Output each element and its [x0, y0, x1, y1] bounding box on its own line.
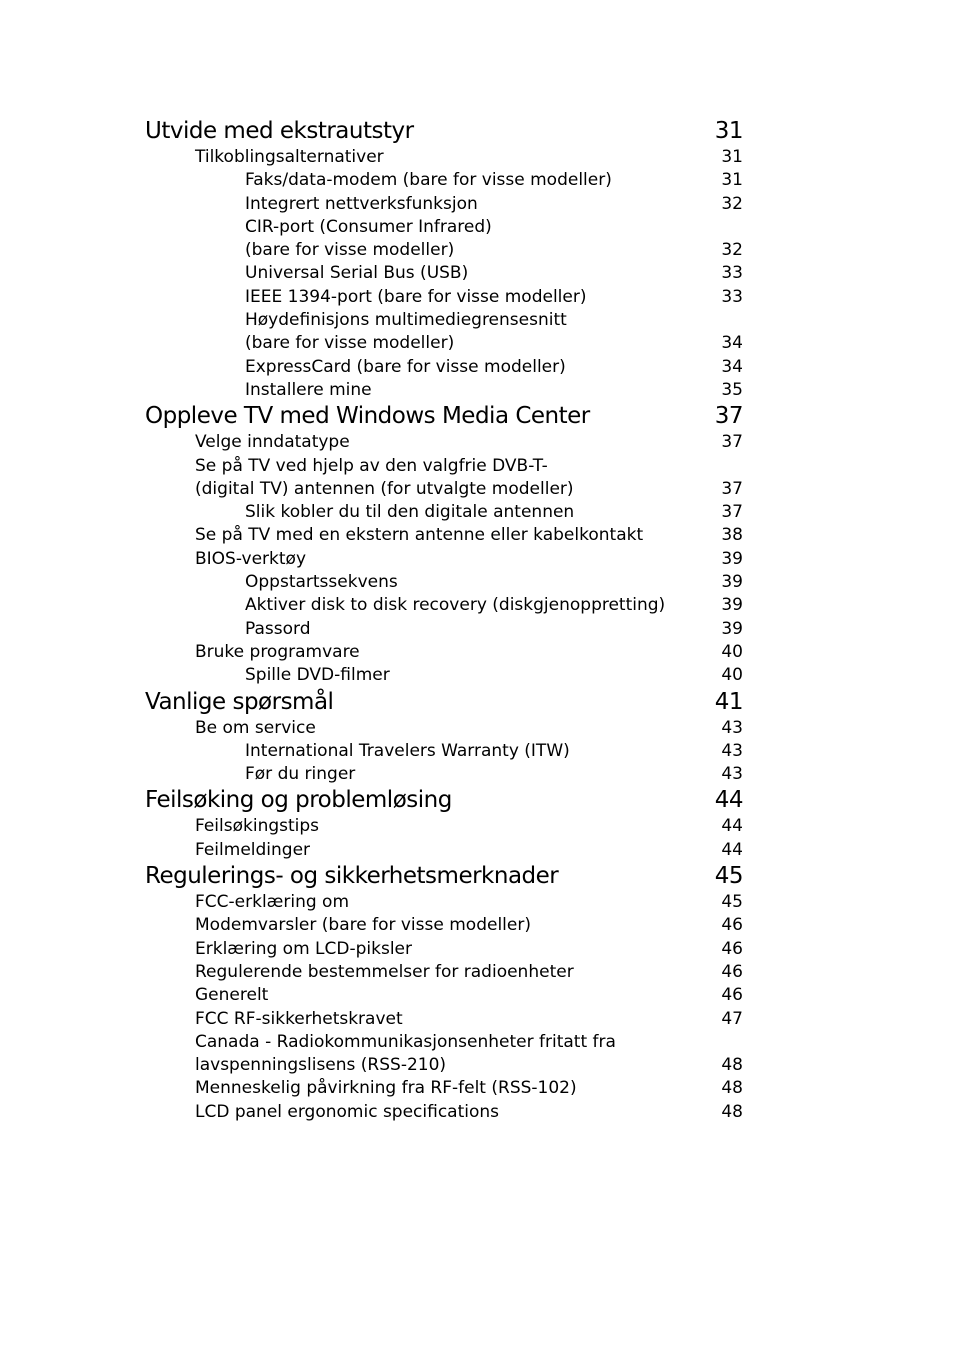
toc-section-entry[interactable]	[145, 740, 743, 763]
toc-page-number: 34	[721, 356, 743, 377]
toc-entry-title: Før du ringer	[245, 764, 356, 785]
toc-section-entry[interactable]	[145, 1077, 743, 1100]
toc-section-entry[interactable]	[145, 984, 743, 1007]
toc-entry-title: Tilkoblingsalternativer	[195, 147, 384, 167]
toc-section-entry[interactable]	[145, 1008, 743, 1031]
toc-entry-title: Integrert nettverksfunksjon	[245, 193, 478, 214]
toc-section-entry[interactable]	[145, 1054, 743, 1077]
toc-page-number: 38	[721, 525, 743, 546]
toc-chapter-entry[interactable]	[145, 862, 743, 891]
toc-entry-title: (bare for visse modeller)	[245, 240, 455, 261]
toc-section-entry[interactable]	[145, 664, 743, 687]
toc-entry-title: (digital TV) antennen (for utvalgte modeller)	[195, 478, 574, 499]
toc-chapter-entry[interactable]	[145, 117, 743, 146]
toc-page-number: 46	[721, 985, 743, 1006]
toc-page-number: 32	[721, 240, 743, 261]
toc-section-entry[interactable]	[145, 146, 743, 169]
toc-page-number: 34	[721, 333, 743, 354]
toc-entry-title: Feilsøking og problemløsing	[145, 787, 452, 814]
toc-page-number: 39	[721, 572, 743, 593]
toc-page-number: 33	[721, 263, 743, 284]
toc-section-entry[interactable]	[145, 193, 743, 216]
toc-section-entry[interactable]	[145, 548, 743, 571]
toc-section-entry[interactable]	[145, 501, 743, 524]
toc-section-entry[interactable]	[145, 379, 743, 402]
toc-section-entry[interactable]	[145, 839, 743, 862]
toc-page-number: 31	[714, 118, 743, 144]
toc-section-entry[interactable]	[145, 286, 743, 309]
toc-entry-title: LCD panel ergonomic specifications	[195, 1101, 500, 1122]
toc-entry-title: IEEE 1394-port (bare for visse modeller)	[245, 286, 587, 307]
toc-section-entry[interactable]	[145, 262, 743, 285]
toc-section-entry[interactable]	[145, 961, 743, 984]
toc-entry-title: Regulerings- og sikkerhetsmerknader	[145, 863, 559, 890]
toc-entry-title: (bare for visse modeller)	[245, 333, 455, 354]
toc-entry-title: Se på TV med en ekstern antenne eller kabelkontakt	[195, 525, 644, 546]
toc-section-entry[interactable]	[145, 891, 743, 914]
toc-page-number: 45	[714, 863, 743, 890]
toc-section-entry[interactable]	[145, 431, 743, 454]
toc-entry-title: Faks/data-modem (bare for visse modeller)	[245, 170, 612, 191]
toc-page-number: 40	[721, 641, 743, 662]
toc-section-entry[interactable]	[145, 309, 743, 332]
toc-page-number: 33	[721, 286, 743, 307]
toc-section-entry[interactable]	[145, 1031, 743, 1054]
toc-section-entry[interactable]	[145, 641, 743, 664]
toc-entry-title: Passord	[245, 618, 311, 639]
toc-page-number: 44	[714, 787, 743, 814]
toc-entry-title: Modemvarsler (bare for visse modeller)	[195, 915, 531, 936]
toc-section-entry[interactable]	[145, 169, 743, 192]
toc-entry-title: Aktiver disk to disk recovery (diskgjenoppretting)	[245, 595, 666, 616]
toc-page-number: 43	[721, 764, 743, 785]
toc-section-entry[interactable]	[145, 478, 743, 501]
toc-entry-title: ExpressCard (bare for visse modeller)	[245, 356, 566, 377]
toc-chapter-entry[interactable]	[145, 688, 743, 717]
toc-section-entry[interactable]	[145, 618, 743, 641]
toc-page-number: 39	[721, 618, 743, 639]
toc-page-number: 48	[721, 1078, 743, 1099]
toc-page-number: 48	[721, 1055, 743, 1076]
toc-entry-title: International Travelers Warranty (ITW)	[245, 740, 570, 761]
toc-page-number: 44	[721, 839, 743, 860]
toc-entry-title: Slik kobler du til den digitale antennen	[245, 502, 575, 523]
toc-entry-title: Høydefinisjons multimediegrensesnitt	[245, 310, 567, 331]
table-of-contents	[145, 117, 743, 1124]
toc-entry-title: Feilsøkingstips	[195, 816, 320, 837]
toc-section-entry[interactable]	[145, 938, 743, 961]
toc-entry-title: lavspenningslisens (RSS-210)	[195, 1055, 447, 1076]
toc-section-entry[interactable]	[145, 571, 743, 594]
toc-page-number: 48	[721, 1101, 743, 1122]
toc-entry-title: Menneskelig påvirkning fra RF-felt (RSS-102)	[195, 1078, 577, 1099]
toc-section-entry[interactable]	[145, 239, 743, 262]
toc-section-entry[interactable]	[145, 455, 743, 478]
toc-entry-title: BIOS-verktøy	[195, 548, 307, 569]
toc-entry-title: FCC-erklæring om	[195, 892, 350, 913]
toc-page-number: 45	[721, 892, 743, 913]
toc-page-number: 37	[721, 502, 743, 523]
toc-section-entry[interactable]	[145, 524, 743, 547]
toc-entry-title: Se på TV ved hjelp av den valgfrie DVB-T-	[195, 455, 548, 476]
toc-page-number: 32	[721, 193, 743, 214]
toc-page-number: 39	[721, 595, 743, 616]
toc-entry-title: Generelt	[195, 985, 269, 1006]
toc-page-number: 43	[721, 717, 743, 738]
toc-chapter-entry[interactable]	[145, 402, 743, 431]
toc-page-number: 37	[721, 432, 743, 453]
toc-entry-title: Velge inndatatype	[195, 432, 350, 453]
toc-page-number: 46	[721, 915, 743, 936]
toc-section-entry[interactable]	[145, 594, 743, 617]
toc-page-number: 47	[721, 1008, 743, 1029]
toc-entry-title: Oppstartssekvens	[245, 572, 398, 593]
toc-page-number: 37	[721, 478, 743, 499]
toc-section-entry[interactable]	[145, 216, 743, 239]
toc-entry-title: Bruke programvare	[195, 641, 360, 662]
toc-page-number: 35	[721, 379, 743, 400]
toc-entry-title: Oppleve TV med Windows Media Center	[145, 403, 590, 430]
toc-entry-title: Canada - Radiokommunikasjonsenheter fritatt fra	[195, 1031, 616, 1052]
toc-section-entry[interactable]	[145, 1101, 743, 1124]
toc-entry-title: Universal Serial Bus (USB)	[245, 263, 469, 284]
toc-page-number: 46	[721, 961, 743, 982]
toc-page-number: 31	[721, 170, 743, 191]
toc-page-number: 40	[721, 665, 743, 686]
toc-page-number: 31	[721, 147, 743, 167]
toc-entry-title: Be om service	[195, 717, 316, 738]
toc-section-entry[interactable]	[145, 914, 743, 937]
toc-entry-title: Erklæring om LCD-piksler	[195, 938, 412, 959]
toc-section-entry[interactable]	[145, 763, 743, 786]
toc-entry-title: Feilmeldinger	[195, 839, 311, 860]
toc-entry-title: Regulerende bestemmelser for radioenheter	[195, 961, 574, 982]
toc-page-number: 39	[721, 548, 743, 569]
toc-page-number: 44	[721, 816, 743, 837]
toc-section-entry[interactable]	[145, 815, 743, 838]
toc-entry-title: Installere mine	[245, 379, 372, 400]
toc-page-number: 41	[714, 688, 743, 715]
toc-page-number: 37	[714, 403, 743, 430]
toc-section-entry[interactable]	[145, 717, 743, 740]
toc-section-entry[interactable]	[145, 356, 743, 379]
toc-entry-title: Vanlige spørsmål	[145, 688, 334, 715]
toc-chapter-entry[interactable]	[145, 786, 743, 815]
toc-page-number: 43	[721, 740, 743, 761]
toc-entry-title: FCC RF-sikkerhetskravet	[195, 1008, 403, 1029]
toc-entry-title: Spille DVD-filmer	[245, 665, 390, 686]
toc-section-entry[interactable]	[145, 332, 743, 355]
toc-page-number: 46	[721, 938, 743, 959]
toc-entry-title: Utvide med ekstrautstyr	[145, 118, 414, 144]
toc-entry-title: CIR-port (Consumer Infrared)	[245, 216, 492, 237]
